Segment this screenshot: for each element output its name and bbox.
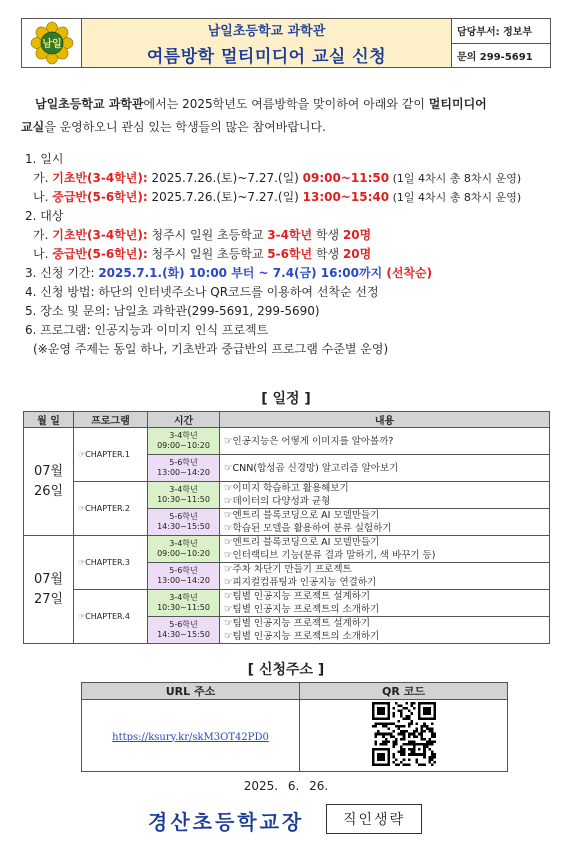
application-link[interactable]: https://ksury.kr/skM3OT42PD0 <box>112 731 269 743</box>
item-program: 6. 프로그램: 인공지능과 이미지 인식 프로젝트 <box>25 323 269 337</box>
content-cell: ☞인공지능은 어떻게 이미지를 알아볼까? <box>220 428 550 455</box>
page-title: 여름방학 멀티미디어 교실 신청 <box>146 46 387 67</box>
intro-school: 남일초등학교 과학관 <box>35 97 144 111</box>
item-application-period: 3. 신청 기간: 2025.7.1.(화) 10:00 부터 ~ 7.4(금) 16:00까지 (선착순) <box>25 266 433 280</box>
time-cell: 5-6학년 13:00~14:20 <box>148 563 220 590</box>
qr-code-icon[interactable] <box>372 702 436 766</box>
url-cell <box>82 700 300 772</box>
item-program-note: (※운영 주제는 동일 하나, 기초반과 중급반의 프로그램 수준별 운영) <box>33 342 389 356</box>
schedule-title: [ 일정 ] <box>261 391 311 407</box>
principal-name: 경산초등학교장 <box>148 810 305 834</box>
time-cell: 5-6학년 13:00~14:20 <box>148 455 220 482</box>
program-cell: ☞CHAPTER.4 <box>74 590 148 644</box>
time-cell: 3-4학년 10:30~11:50 <box>148 482 220 509</box>
apply-table <box>81 682 508 772</box>
seal-box: 직인생략 <box>326 804 422 834</box>
table-row <box>24 482 550 509</box>
title-box <box>82 19 452 67</box>
intro-paragraph <box>21 93 551 139</box>
content-cell: ☞팀별 인공지능 프로젝트 설계하기 ☞팀별 인공지능 프로젝트의 소개하기 <box>220 617 550 644</box>
content-cell: ☞엔트리 블록코딩으로 AI 모델만들기 ☞인터랙티브 기능(분류 결과 말하기, 색 바꾸기 등) <box>220 536 550 563</box>
content-cell: ☞팀별 인공지능 프로젝트 설계하기 ☞팀별 인공지능 프로젝트의 소개하기 <box>220 590 550 617</box>
program-cell: ☞CHAPTER.1 <box>74 428 148 482</box>
qr-cell <box>300 700 508 772</box>
item-basic-class-date: 가. 기초반(3-4학년): 2025.7.26.(토)~7.27.(일) 09:00~11:50 (1일 4차시 총 8차시 운영) <box>33 171 522 185</box>
logo-text: 남일 <box>41 39 62 50</box>
intro-classroom: 교실 <box>21 120 45 134</box>
phone-number: 문의 299-5691 <box>452 43 550 68</box>
apply-title: [ 신청주소 ] <box>247 662 325 678</box>
header-program: 프로그램 <box>74 412 148 428</box>
item-target-heading: 2. 대상 <box>25 209 64 223</box>
school-subtitle: 남일초등학교 과학관 <box>207 23 326 39</box>
program-cell: ☞CHAPTER.2 <box>74 482 148 536</box>
contact-box <box>452 19 550 67</box>
qr-header: QR 코드 <box>300 683 508 700</box>
time-cell: 3-4학년 10:30~11:50 <box>148 590 220 617</box>
content-cell: ☞CNN(합성곱 신경망) 알고리즘 알아보기 <box>220 455 550 482</box>
header-time: 시간 <box>148 412 220 428</box>
url-header: URL 주소 <box>82 683 300 700</box>
details-list <box>25 150 555 359</box>
table-row <box>24 428 550 455</box>
school-logo <box>22 19 82 67</box>
item-application-method: 4. 신청 방법: 하단의 인터넷주소나 QR코드를 이용하여 선착순 선정 <box>25 285 379 299</box>
time-cell: 5-6학년 14:30~15:50 <box>148 509 220 536</box>
item-location-contact: 5. 장소 및 문의: 남일초 과학관(299-5691, 299-5690) <box>25 304 320 318</box>
header-date: 월 일 <box>24 412 74 428</box>
date-cell-day2: 07월 27일 <box>24 536 74 644</box>
signature-block <box>0 804 572 834</box>
item-schedule-heading: 1. 일시 <box>25 152 64 166</box>
table-row <box>24 590 550 617</box>
header-content: 내용 <box>220 412 550 428</box>
time-cell: 3-4학년 09:00~10:20 <box>148 536 220 563</box>
time-cell: 3-4학년 09:00~10:20 <box>148 428 220 455</box>
date-cell-day1: 07월 26일 <box>24 428 74 536</box>
schedule-table <box>23 411 550 644</box>
department: 담당부서: 정보부 <box>457 27 533 39</box>
time-cell: 5-6학년 14:30~15:50 <box>148 617 220 644</box>
intro-text-1: 에서는 2025학년도 여름방학을 맞이하여 아래와 같이 <box>143 97 429 111</box>
item-intermediate-class-target: 나. 중급반(5-6학년): 청주시 일원 초등학교 5-6학년 학생 20명 <box>33 247 372 261</box>
content-cell: ☞이미지 학습하고 활용해보기 ☞데이터의 다양성과 균형 <box>220 482 550 509</box>
document-date: 2025. 6. 26. <box>243 779 329 793</box>
schedule-header-row <box>24 412 550 428</box>
intro-text-2: 을 운영하오니 관심 있는 학생들의 많은 참여바랍니다. <box>44 120 326 134</box>
table-row <box>24 536 550 563</box>
content-cell: ☞엔트리 블록코딩으로 AI 모델만들기 ☞학습된 모델을 활용하여 분류 실험하기 <box>220 509 550 536</box>
program-cell: ☞CHAPTER.3 <box>74 536 148 590</box>
content-cell: ☞주차 차단기 만들기 프로젝트 ☞피지컬컴퓨팅과 인공지능 연결하기 <box>220 563 550 590</box>
item-intermediate-class-date: 나. 중급반(5-6학년): 2025.7.26.(토)~7.27.(일) 13:00~15:40 (1일 4차시 총 8차시 운영) <box>33 190 522 204</box>
intro-multimedia: 멀티미디어 <box>428 97 487 111</box>
school-emblem-icon <box>30 21 74 65</box>
item-basic-class-target: 가. 기초반(3-4학년): 청주시 일원 초등학교 3-4학년 학생 20명 <box>33 228 372 242</box>
document-header <box>21 18 551 68</box>
